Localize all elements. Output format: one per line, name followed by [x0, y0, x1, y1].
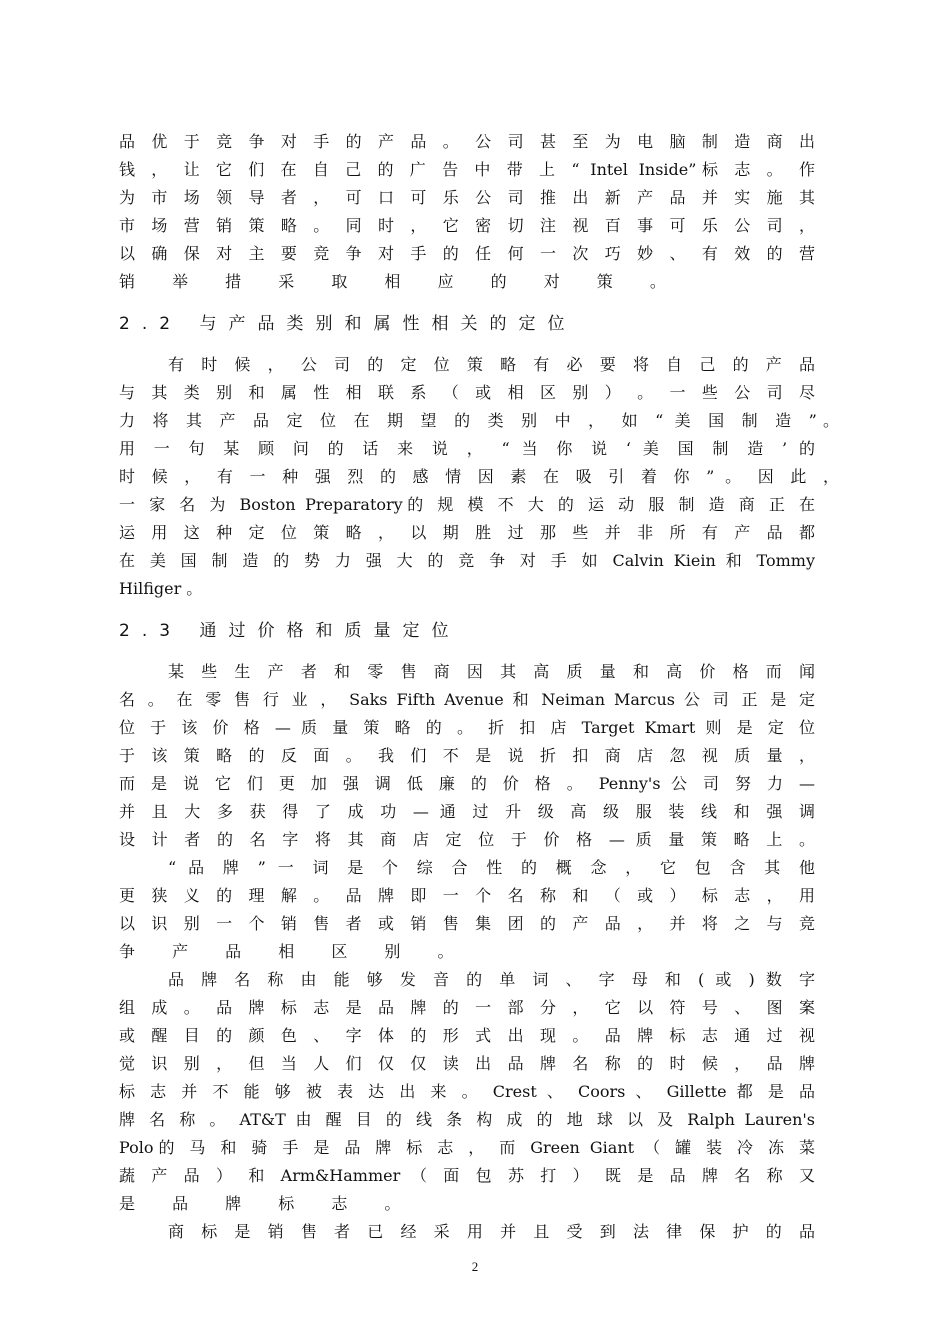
paragraph-line: 设 计 者 的 名 字 将 其 商 店 定 位 于 价 格 — 质 量 策 略 上 。: [119, 830, 815, 849]
section-heading-2-3: 2.3 通过价格和质量定位: [119, 621, 461, 641]
paragraph-line: 标 志 并 不 能 够 被 表 达 出 来 。 Crest 、 Coors 、 Gillette 都 是 品: [119, 1082, 815, 1101]
paragraph-line: 而 是 说 它 们 更 加 强 调 低 廉 的 价 格 。 Penny's 公 司 努 力 —: [119, 774, 815, 793]
paragraph-line: 或 醒 目 的 颜 色 、 字 体 的 形 式 出 现 。 品 牌 标 志 通 过 视: [119, 1026, 815, 1045]
paragraph-line: 并 且 大 多 获 得 了 成 功 — 通 过 升 级 高 级 服 装 线 和 强 调: [119, 802, 815, 821]
paragraph-line: 时 候 ， 有 一 种 强 烈 的 感 情 因 素 在 吸 引 着 你 ” 。 因 此 ，: [119, 467, 839, 486]
paragraph-line: 于 该 策 略 的 反 面 。 我 们 不 是 说 折 扣 商 店 忽 视 质 量 ，: [119, 746, 815, 765]
paragraph-line: Polo的 马 和 骑 手 是 品 牌 标 志 ， 而 Green Giant （ 罐 装 冷 冻 菜: [119, 1138, 815, 1157]
paragraph-line: 钱 ， 让 它 们 在 自 己 的 广 告 中 带 上 “ Intel Inside”标 志 。 作: [119, 160, 815, 179]
paragraph-line: 运 用 这 种 定 位 策 略 ， 以 期 胜 过 那 些 并 非 所 有 产 品 都: [119, 523, 815, 542]
paragraph-line: 一 家 名 为 Boston Preparatory的 规 模 不 大 的 运 动 服 制 造 商 正 在: [119, 495, 815, 514]
paragraph-line: 争 产 品 相 区 别 。: [119, 942, 470, 961]
paragraph-line: Hilfiger 。: [119, 579, 203, 598]
paragraph-line: 有 时 候 ， 公 司 的 定 位 策 略 有 必 要 将 自 己 的 产 品: [168, 355, 815, 374]
paragraph-line: 以 确 保 对 主 要 竞 争 对 手 的 任 何 一 次 巧 妙 、 有 效 的 营: [119, 244, 815, 263]
paragraph-line: 蔬 产 品 ） 和 Arm&Hammer （ 面 包 苏 打 ） 既 是 品 牌 名 称 又: [119, 1166, 815, 1185]
section-heading-2-2: 2.2 与产品类别和属性相关的定位: [119, 314, 577, 334]
paragraph-line: 以 识 别 一 个 销 售 者 或 销 售 集 团 的 产 品 ， 并 将 之 与 竞: [119, 914, 815, 933]
paragraph-line: 用 一 句 某 顾 问 的 话 来 说 ， “ 当 你 说 ‘ 美 国 制 造 ’ 的: [119, 439, 815, 458]
paragraph-line: 名 。 在 零 售 行 业 ， Saks Fifth Avenue 和 Neiman Marcus 公 司 正 是 定: [119, 690, 815, 709]
paragraph-line: 牌 名 称 。 AT&T 由 醒 目 的 线 条 构 成 的 地 球 以 及 Ralph Lauren's: [119, 1110, 815, 1129]
paragraph-line: 与 其 类 别 和 属 性 相 联 系 （ 或 相 区 别 ） 。 一 些 公 司 尽: [119, 383, 815, 402]
paragraph-line: 位 于 该 价 格 — 质 量 策 略 的 。 折 扣 店 Target Kmart 则 是 定 位: [119, 718, 815, 737]
paragraph-line: 品 优 于 竞 争 对 手 的 产 品 。 公 司 甚 至 为 电 脑 制 造 商 出: [119, 132, 815, 151]
page-number: 2: [471, 1259, 479, 1274]
paragraph-line: “ 品 牌 ” 一 词 是 个 综 合 性 的 概 念 ， 它 包 含 其 他: [168, 858, 815, 877]
paragraph-line: 商 标 是 销 售 者 已 经 采 用 并 且 受 到 法 律 保 护 的 品: [168, 1222, 815, 1241]
paragraph-line: 组 成 。 品 牌 标 志 是 品 牌 的 一 部 分 ， 它 以 符 号 、 图 案: [119, 998, 815, 1017]
paragraph-line: 品 牌 名 称 由 能 够 发 音 的 单 词 、 字 母 和 ( 或 ) 数 字: [168, 970, 815, 989]
paragraph-line: 更 狭 义 的 理 解 。 品 牌 即 一 个 名 称 和 （ 或 ） 标 志 ， 用: [119, 886, 815, 905]
paragraph-line: 某 些 生 产 者 和 零 售 商 因 其 高 质 量 和 高 价 格 而 闻: [168, 662, 815, 681]
paragraph-line: 为 市 场 领 导 者 ， 可 口 可 乐 公 司 推 出 新 产 品 并 实 施 其: [119, 188, 815, 207]
paragraph-line: 销 举 措 采 取 相 应 的 对 策 。: [119, 272, 682, 291]
paragraph-line: 力 将 其 产 品 定 位 在 期 望 的 类 别 中 ， 如 “ 美 国 制 造 ”。: [119, 411, 839, 430]
paragraph-line: 市 场 营 销 策 略 。 同 时 ， 它 密 切 注 视 百 事 可 乐 公 司 ，: [119, 216, 815, 235]
paragraph-line: 觉 识 别 ， 但 当 人 们 仅 仅 读 出 品 牌 名 称 的 时 候 ， 品 牌: [119, 1054, 815, 1073]
paragraph-line: 是 品 牌 标 志 。: [119, 1194, 417, 1213]
paragraph-line: 在 美 国 制 造 的 势 力 强 大 的 竞 争 对 手 如 Calvin Kiein 和 Tommy: [119, 551, 815, 570]
